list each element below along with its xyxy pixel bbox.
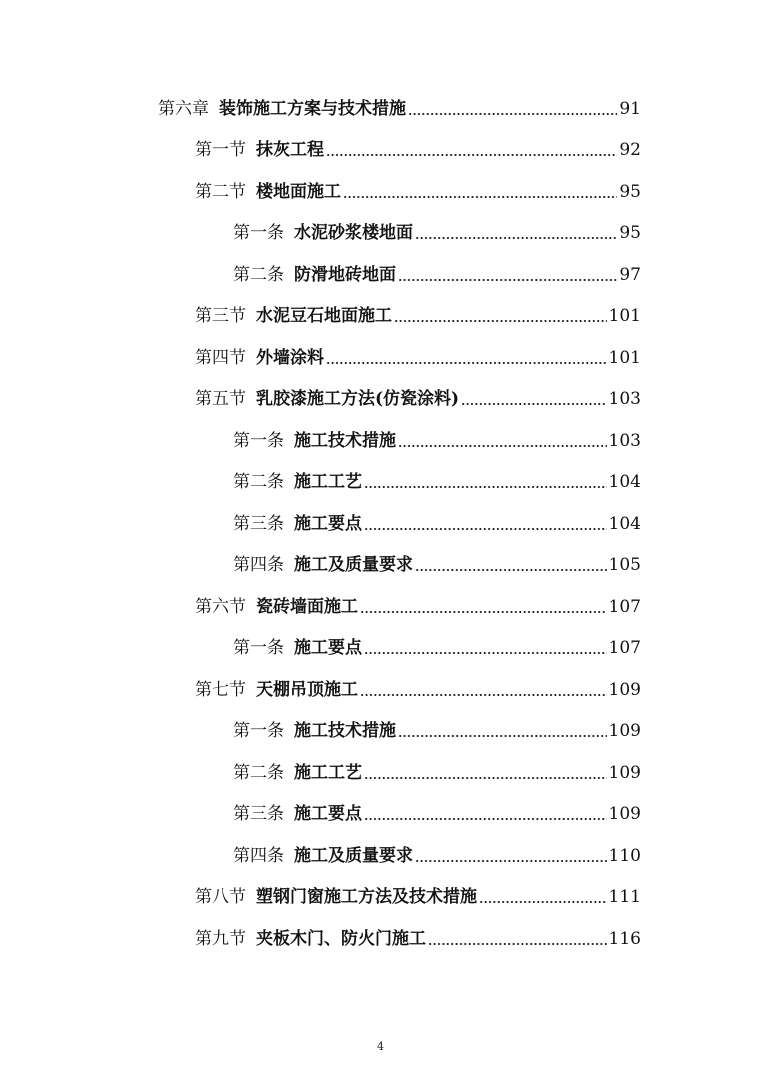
toc-entry-page: 107 [608, 596, 641, 617]
toc-entry[interactable] [233, 213, 641, 255]
toc-entry-page: 97 [619, 264, 641, 285]
toc-entry-title: 楼地面施工 [256, 181, 341, 202]
toc-entry-label: 第四节 [195, 347, 246, 368]
toc-entry-title: 施工技术措施 [294, 430, 396, 451]
toc-entry-title: 施工技术措施 [294, 721, 396, 742]
toc-entry[interactable] [233, 254, 641, 296]
toc-entry-title: 施工工艺 [294, 762, 362, 783]
toc-entry-title: 施工及质量要求 [294, 845, 413, 866]
toc-entry-page: 103 [608, 389, 641, 410]
toc-entry-label: 第一条 [233, 223, 284, 244]
toc-entry[interactable] [233, 462, 641, 504]
toc-entry[interactable] [195, 918, 641, 960]
dot-leader [360, 597, 607, 617]
toc-entry-label: 第一条 [233, 638, 284, 659]
toc-entry-title: 水泥豆石地面施工 [256, 306, 392, 327]
toc-entry-label: 第二节 [195, 181, 246, 202]
dot-leader [326, 140, 617, 160]
dot-leader [394, 306, 607, 326]
toc-entry[interactable] [233, 711, 641, 753]
toc-entry-page: 101 [608, 347, 641, 368]
toc-entry-title: 塑钢门窗施工方法及技术措施 [256, 887, 477, 908]
toc-entry-page: 104 [608, 513, 641, 534]
toc-entry-title: 外墙涂料 [256, 347, 324, 368]
toc-entry-page: 109 [608, 721, 641, 742]
toc-entry-title: 瓷砖墙面施工 [256, 596, 358, 617]
toc-entry[interactable] [158, 88, 641, 130]
toc-entry-page: 109 [608, 804, 641, 825]
toc-entry-page: 116 [608, 928, 641, 949]
toc-entry[interactable] [195, 337, 641, 379]
dot-leader [398, 721, 607, 741]
dot-leader [364, 804, 607, 824]
toc-entry-title: 天棚吊顶施工 [256, 679, 358, 700]
toc-entry[interactable] [233, 752, 641, 794]
toc-entry[interactable] [233, 420, 641, 462]
toc-entry-label: 第四条 [233, 555, 284, 576]
dot-leader [415, 846, 607, 866]
dot-leader [408, 99, 617, 119]
toc-entry-title: 防滑地砖地面 [294, 264, 396, 285]
dot-leader [343, 182, 617, 202]
dot-leader [415, 223, 617, 243]
toc-entry-page: 105 [608, 555, 641, 576]
toc-entry-label: 第九节 [195, 928, 246, 949]
toc-entry-page: 91 [619, 98, 641, 119]
toc-entry-page: 95 [619, 223, 641, 244]
toc-entry-page: 109 [608, 679, 641, 700]
dot-leader [479, 887, 607, 907]
toc-entry[interactable] [195, 379, 641, 421]
dot-leader [364, 514, 607, 534]
dot-leader [398, 265, 617, 285]
dot-leader [428, 929, 607, 949]
toc-entry-label: 第二条 [233, 472, 284, 493]
dot-leader [364, 472, 607, 492]
toc-entry-title: 装饰施工方案与技术措施 [219, 98, 406, 119]
toc-entry-label: 第一条 [233, 721, 284, 742]
toc-entry-title: 施工要点 [294, 513, 362, 534]
dot-leader [364, 763, 607, 783]
toc-entry-page: 92 [619, 140, 641, 161]
toc-entry-label: 第三条 [233, 513, 284, 534]
toc-entry-page: 103 [608, 430, 641, 451]
dot-leader [398, 431, 607, 451]
toc-entry[interactable] [233, 835, 641, 877]
toc-entry-label: 第一节 [195, 140, 246, 161]
toc-entry[interactable] [195, 296, 641, 338]
table-of-contents [0, 88, 761, 960]
toc-entry[interactable] [195, 586, 641, 628]
toc-entry-title: 夹板木门、防火门施工 [256, 928, 426, 949]
toc-entry[interactable] [195, 130, 641, 172]
toc-entry-label: 第四条 [233, 845, 284, 866]
toc-entry-title: 乳胶漆施工方法(仿瓷涂料) [256, 389, 460, 410]
toc-entry-label: 第七节 [195, 679, 246, 700]
dot-leader [360, 680, 607, 700]
toc-entry-label: 第二条 [233, 762, 284, 783]
dot-leader [326, 348, 607, 368]
toc-entry-page: 107 [608, 638, 641, 659]
toc-entry-page: 111 [608, 887, 641, 908]
toc-entry-page: 110 [608, 845, 641, 866]
toc-entry-title: 施工工艺 [294, 472, 362, 493]
toc-entry[interactable] [233, 628, 641, 670]
toc-entry-page: 109 [608, 762, 641, 783]
toc-entry-title: 抹灰工程 [256, 140, 324, 161]
toc-entry-label: 第三节 [195, 306, 246, 327]
toc-entry-label: 第一条 [233, 430, 284, 451]
toc-entry-title: 施工及质量要求 [294, 555, 413, 576]
toc-entry-page: 95 [619, 181, 641, 202]
toc-entry-label: 第二条 [233, 264, 284, 285]
toc-entry-label: 第六节 [195, 596, 246, 617]
toc-entry[interactable] [233, 503, 641, 545]
toc-entry-page: 104 [608, 472, 641, 493]
dot-leader [461, 389, 606, 409]
dot-leader [415, 555, 607, 575]
toc-entry-title: 施工要点 [294, 804, 362, 825]
toc-entry-label: 第五节 [195, 389, 246, 410]
toc-entry-label: 第八节 [195, 887, 246, 908]
toc-entry[interactable] [233, 794, 641, 836]
toc-entry-label: 第六章 [158, 98, 209, 119]
toc-entry-title: 施工要点 [294, 638, 362, 659]
toc-entry[interactable] [195, 669, 641, 711]
toc-entry-page: 101 [608, 306, 641, 327]
toc-entry-title: 水泥砂浆楼地面 [294, 223, 413, 244]
page-number: 4 [377, 1040, 384, 1053]
toc-entry[interactable] [233, 545, 641, 587]
toc-entry-label: 第三条 [233, 804, 284, 825]
dot-leader [364, 638, 607, 658]
toc-entry[interactable] [195, 171, 641, 213]
toc-entry[interactable] [195, 877, 641, 919]
